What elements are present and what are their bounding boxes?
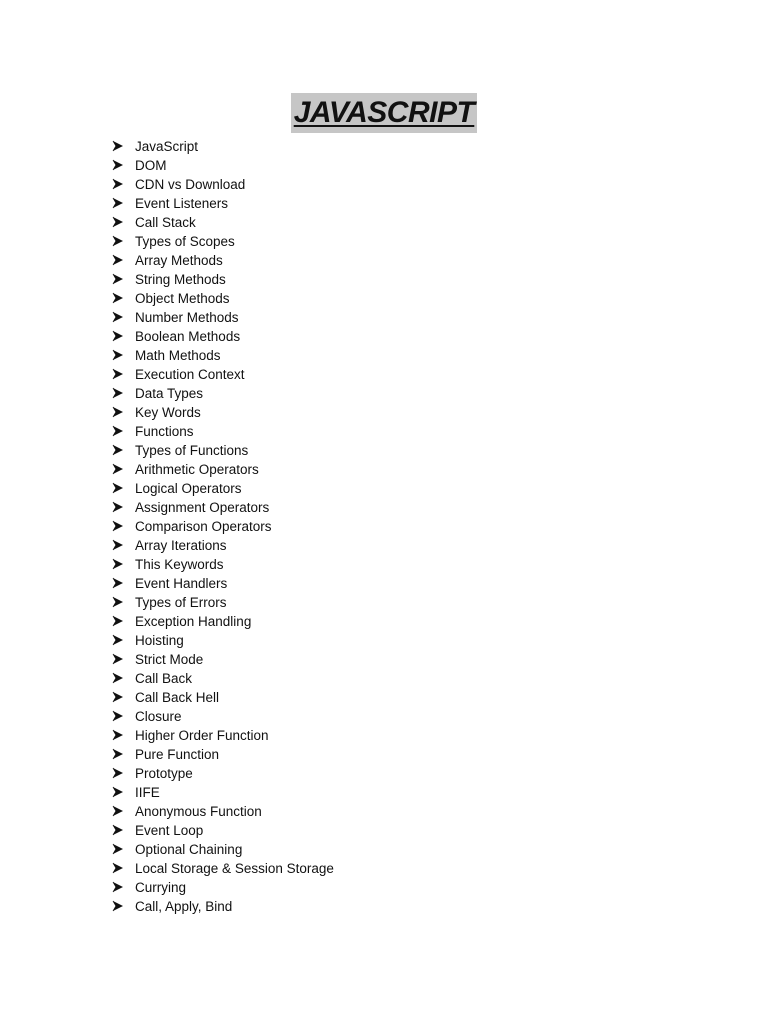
list-item-label: Boolean Methods (135, 329, 241, 344)
list-item-label: Data Types (135, 386, 204, 401)
arrowhead-bullet-icon (112, 365, 126, 384)
arrowhead-bullet-icon (112, 422, 126, 441)
list-item-label: Call Back (135, 671, 193, 686)
arrowhead-bullet-icon (112, 137, 126, 156)
list-item-label: Arithmetic Operators (135, 462, 259, 477)
arrowhead-bullet-icon (112, 517, 126, 536)
arrowhead-bullet-icon (112, 878, 126, 897)
list-item (110, 403, 334, 422)
list-item (110, 365, 334, 384)
list-item-label: Local Storage & Session Storage (135, 861, 334, 876)
list-item (110, 498, 334, 517)
list-item-label: DOM (135, 158, 167, 173)
list-item (110, 574, 334, 593)
list-item-label: Number Methods (135, 310, 239, 325)
list-item-label: Call Stack (135, 215, 196, 230)
list-item-label: Logical Operators (135, 481, 242, 496)
list-item-label: Key Words (135, 405, 201, 420)
list-item (110, 840, 334, 859)
list-item (110, 175, 334, 194)
list-item (110, 384, 334, 403)
list-item-label: Exception Handling (135, 614, 252, 629)
arrowhead-bullet-icon (112, 631, 126, 650)
list-item-label: Array Methods (135, 253, 223, 268)
list-item-label: This Keywords (135, 557, 224, 572)
arrowhead-bullet-icon (112, 821, 126, 840)
arrowhead-bullet-icon (112, 612, 126, 631)
list-item (110, 289, 334, 308)
list-item-label: Assignment Operators (135, 500, 270, 515)
arrowhead-bullet-icon (112, 669, 126, 688)
list-item (110, 460, 334, 479)
arrowhead-bullet-icon (112, 783, 126, 802)
list-item (110, 878, 334, 897)
list-item (110, 346, 334, 365)
list-item-label: CDN vs Download (135, 177, 246, 192)
list-item-label: Types of Functions (135, 443, 249, 458)
arrowhead-bullet-icon (112, 593, 126, 612)
list-item-label: Optional Chaining (135, 842, 243, 857)
arrowhead-bullet-icon (112, 156, 126, 175)
list-item-label: IIFE (135, 785, 160, 800)
list-item-label: Currying (135, 880, 187, 895)
arrowhead-bullet-icon (112, 840, 126, 859)
list-item (110, 859, 334, 878)
arrowhead-bullet-icon (112, 175, 126, 194)
list-item (110, 232, 334, 251)
topic-list (110, 137, 334, 916)
arrowhead-bullet-icon (112, 574, 126, 593)
arrowhead-bullet-icon (112, 308, 126, 327)
title-container (0, 93, 768, 133)
list-item (110, 441, 334, 460)
list-item (110, 213, 334, 232)
arrowhead-bullet-icon (112, 384, 126, 403)
list-item (110, 802, 334, 821)
arrowhead-bullet-icon (112, 802, 126, 821)
list-item-label: Prototype (135, 766, 193, 781)
list-item (110, 593, 334, 612)
list-item-label: Event Listeners (135, 196, 229, 211)
arrowhead-bullet-icon (112, 498, 126, 517)
list-item-label: Higher Order Function (135, 728, 269, 743)
list-item-label: Hoisting (135, 633, 184, 648)
list-item (110, 688, 334, 707)
list-item (110, 479, 334, 498)
arrowhead-bullet-icon (112, 327, 126, 346)
arrowhead-bullet-icon (112, 346, 126, 365)
list-item-label: Functions (135, 424, 194, 439)
list-item-label: Strict Mode (135, 652, 204, 667)
arrowhead-bullet-icon (112, 745, 126, 764)
page-title: JAVASCRIPT (291, 93, 478, 133)
list-item (110, 517, 334, 536)
list-item-label: Closure (135, 709, 182, 724)
arrowhead-bullet-icon (112, 194, 126, 213)
arrowhead-bullet-icon (112, 536, 126, 555)
list-item-label: Types of Errors (135, 595, 227, 610)
arrowhead-bullet-icon (112, 270, 126, 289)
list-item-label: Math Methods (135, 348, 221, 363)
list-item-label: Execution Context (135, 367, 245, 382)
list-item (110, 650, 334, 669)
list-item (110, 270, 334, 289)
list-item (110, 897, 334, 916)
list-item (110, 764, 334, 783)
list-item (110, 783, 334, 802)
arrowhead-bullet-icon (112, 764, 126, 783)
arrowhead-bullet-icon (112, 403, 126, 422)
list-item-label: JavaScript (135, 139, 199, 154)
arrowhead-bullet-icon (112, 441, 126, 460)
arrowhead-bullet-icon (112, 460, 126, 479)
list-item (110, 726, 334, 745)
list-item-label: Anonymous Function (135, 804, 262, 819)
list-item (110, 745, 334, 764)
list-item (110, 308, 334, 327)
list-item (110, 555, 334, 574)
arrowhead-bullet-icon (112, 897, 126, 916)
arrowhead-bullet-icon (112, 479, 126, 498)
list-item-label: Types of Scopes (135, 234, 235, 249)
list-item-label: Comparison Operators (135, 519, 272, 534)
arrowhead-bullet-icon (112, 650, 126, 669)
arrowhead-bullet-icon (112, 859, 126, 878)
list-item-label: Event Handlers (135, 576, 228, 591)
list-item-label: Array Iterations (135, 538, 227, 553)
list-item (110, 669, 334, 688)
arrowhead-bullet-icon (112, 232, 126, 251)
list-item (110, 536, 334, 555)
list-item (110, 422, 334, 441)
list-item-label: Call Back Hell (135, 690, 220, 705)
list-item (110, 156, 334, 175)
arrowhead-bullet-icon (112, 289, 126, 308)
arrowhead-bullet-icon (112, 726, 126, 745)
list-item (110, 327, 334, 346)
list-item-label: String Methods (135, 272, 226, 287)
list-item (110, 821, 334, 840)
list-item-label: Object Methods (135, 291, 230, 306)
list-item (110, 194, 334, 213)
arrowhead-bullet-icon (112, 555, 126, 574)
arrowhead-bullet-icon (112, 251, 126, 270)
list-item (110, 707, 334, 726)
arrowhead-bullet-icon (112, 688, 126, 707)
list-item-label: Call, Apply, Bind (135, 899, 233, 914)
list-item (110, 251, 334, 270)
list-item (110, 631, 334, 650)
list-item-label: Pure Function (135, 747, 220, 762)
list-item (110, 612, 334, 631)
list-item (110, 137, 334, 156)
arrowhead-bullet-icon (112, 213, 126, 232)
list-item-label: Event Loop (135, 823, 204, 838)
arrowhead-bullet-icon (112, 707, 126, 726)
